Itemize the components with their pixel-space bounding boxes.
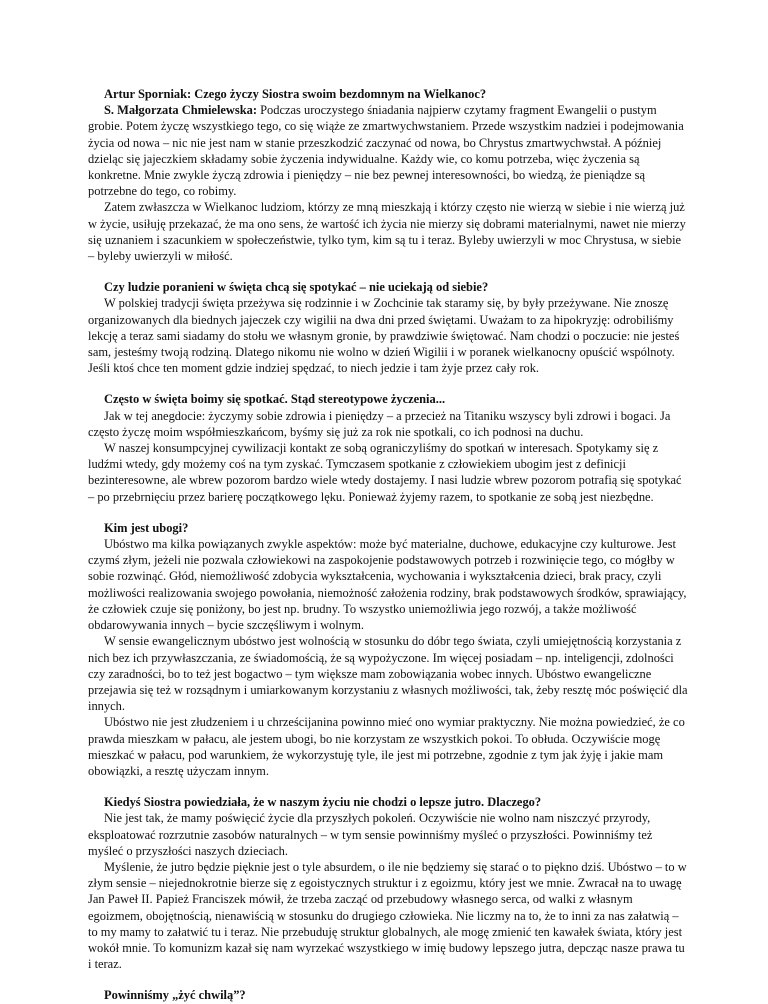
question-paragraph — [88, 794, 688, 810]
answer-paragraph — [88, 536, 688, 633]
body-text: Ubóstwo ma kilka powiązanych zwykle aspektów: może być materialne, duchowe, edukacyjne czy kulturowe. Jest czymś złym, jeżeli nie pozwala człowiekowi na zaspokojenie podstawowych potrzeb i rozwinięcie tego, co mógłby w sobie rozwinąć. Głód, niemożliwość zdobycia wykształcenia, wychowania i wykształcenia dzieci, brak pracy, czyli możliwości realizowania swojego powołania, niemożność założenia rodziny, brak podstawowych środków, sprawiający, że człowiek czuje się poniżony, bo jest np. brudny. To wszystko uniemożliwia jego rozwój, a także możliwość obdarowywania innych – bycie szczęśliwym i wolnym. — [88, 537, 687, 633]
interview-section — [88, 86, 688, 264]
body-text: Myślenie, że jutro będzie pięknie jest o tyle absurdem, o ile nie będziemy się starać o to piękno dziś. Ubóstwo – to w złym sensie – niejednokrotnie bierze się z egoistycznych struktur i z egoizmu, który jest we mnie. Zwracał na to uwagę Jan Paweł II. Papież Franciszek mówił, że trzeba zacząć od przebudowy własnego serca, od walki z własnym egoizmem, obojętnością, nienawiścią w stosunku do drugiego człowieka. Nie liczmy na to, że to inni za nas załatwią – to my mamy to załatwić tu i teraz. Nie przebuduję struktur globalnych, ale mogę zmienić ten kawałek świata, który jest wokół mnie. To komunizm kazał się nam wyrzekać wszystkiego w imię budowy lepszego jutra, depcząc nasze prawa tu i teraz. — [88, 859, 687, 972]
body-text: Nie jest tak, że mamy poświęcić życie dla przyszłych pokoleń. Oczywiście nie wolno nam niszczyć przyrody, eksploatować rozrzutnie zasobów naturalnych – w tym sensie powinniśmy myśleć o przyszłości. Powinniśmy też myśleć o przyszłości naszych dzieciach. — [88, 811, 653, 858]
answer-paragraph — [88, 102, 688, 199]
question-text: Kiedyś Siostra powiedziała, że w naszym życiu nie chodzi o lepsze jutro. Dlaczego? — [104, 795, 542, 810]
answer-paragraph — [88, 440, 688, 505]
interview-section — [88, 987, 688, 1003]
question-paragraph — [88, 520, 688, 536]
body-text: W naszej konsumpcyjnej cywilizacji kontakt ze sobą ograniczyliśmy do spotkań w interesach. Spotykamy się z ludźmi wtedy, gdy możemy coś na tym zyskać. Tymczasem spotkanie z człowiekiem ubogim jest z definicji bezinteresowne, ale wbrew pozorom bardzo wiele wtedy dostajemy. I nasi ludzie wbrew pozorom potrafią się spotykać – po przebrnięciu przez barierę początkowego lęku. Ponieważ żyjemy razem, to spotkanie ze sobą jest niezbędne. — [88, 441, 682, 504]
question-paragraph — [88, 279, 688, 295]
interview-section — [88, 520, 688, 779]
question-text: Kim jest ubogi? — [104, 520, 189, 535]
answer-paragraph — [88, 810, 688, 859]
interview-section — [88, 391, 688, 504]
answer-paragraph — [88, 859, 688, 972]
answer-paragraph — [88, 295, 688, 376]
question-paragraph — [88, 391, 688, 407]
body-text: Zatem zwłaszcza w Wielkanoc ludziom, którzy ze mną mieszkają i którzy często nie wierzą w siebie i nie wierzą już w życie, usiłuję przekazać, że ma ono sens, że wartość ich życia nie mierzy się dobrami materialnymi, nawet nie mierzy się uznaniem i szacunkiem w społeczeństwie, tylko tym, kim są tu i teraz. Byleby uwierzyli w moc Chrystusa, w siebie – byleby uwierzyli w miłość. — [88, 200, 686, 264]
body-text: Jak w tej anegdocie: życzymy sobie zdrowia i pieniędzy – a przecież na Titaniku wszyscy byli zdrowi i bogaci. Ja często życzę moim współmieszkańcom, byśmy się już za rok nie spotkali, co ich podnosi na duchu. — [88, 408, 671, 439]
question-paragraph — [88, 86, 688, 102]
answer-paragraph — [88, 408, 688, 440]
interview-section — [88, 279, 688, 376]
body-text: W sensie ewangelicznym ubóstwo jest wolnością w stosunku do dóbr tego świata, czyli umiejętnością korzystania z nich bez ich przywłaszczania, ze świadomością, że są wypożyczone. Im więcej posiadam – np. inteligencji, zdolności czy zaradności, bo to też jest bogactwo – tym większe mam zobowiązania wobec innych. Ubóstwo ewangeliczne przejawia się też w rozsądnym i umiarkowanym korzystaniu z własnych możliwości, tak, żeby resztę móc poświęcić dla innych. — [88, 634, 688, 714]
interview-section — [88, 794, 688, 972]
answer-paragraph — [88, 714, 688, 779]
answer-paragraph — [88, 633, 688, 714]
body-text: Ubóstwo nie jest złudzeniem i u chrześcijanina powinno mieć ono wymiar praktyczny. Nie można powiedzieć, że co prawda mieszkam w pałacu, ale jestem ubogi, bo nie korzystam ze wszystkich pokoi. To obłuda. Oczywiście mogę mieszkać w pałacu, pod warunkiem, że wykorzystuję tyle, ile jest mi potrzebne, zgodnie z tym jak żyję i jakie mam obowiązki, a resztę użyczam innym. — [88, 715, 685, 778]
body-text: Podczas uroczystego śniadania najpierw czytamy fragment Ewangelii o pustym grobie. Potem życzę wszystkiego tego, co się wiąże ze zmartwychwstaniem. Przede wszystkim nadziei i podejmowania życia od nowa – nic nie jest nam w stanie przeszkodzić zaczynać od nowa, bo Chrystus zmartwychwstał. A później dzieląc się jajeczkiem składamy sobie życzenia indywidualne. Każdy wie, co komu potrzeba, więc życzenia są konkretne. Mnie zwykle życzą zdrowia i pieniędzy – nie bez pewnej interesowności, bo wiedzą, że pieniądze są potrzebne do tego, co robimy. — [88, 103, 684, 199]
question-text: Czy ludzie poranieni w święta chcą się spotykać – nie uciekają od siebie? — [104, 280, 489, 295]
answer-paragraph — [88, 199, 688, 264]
question-text: Powinniśmy „żyć chwilą”? — [104, 988, 246, 1003]
speaker-name: S. Małgorzata Chmielewska: — [104, 103, 258, 118]
question-text: Często w święta boimy się spotkać. Stąd stereotypowe życzenia... — [104, 392, 446, 407]
question-text: Artur Sporniak: Czego życzy Siostra swoim bezdomnym na Wielkanoc? — [104, 87, 487, 101]
body-text: W polskiej tradycji święta przeżywa się rodzinnie i w Zochcinie tak staramy się, by były przeżywane. Nie znoszę organizowanych dla biednych jajeczek czy wigilii na dwa dni przed świętami. Uważam to za hipokryzję: odrobiliśmy lekcję a teraz sami siadamy do stołu we własnym gronie, by prawdziwie świętować. Nam chodzi o poczucie: nie jesteś sam, jesteśmy twoją rodziną. Dlatego nikomu nie wolno w dzień Wigilii i w poranek wielkanocny opuścić wspólnoty. Jeśli ktoś chce ten moment gdzie indziej spędzać, to niech jedzie i tam żyje przez cały rok. — [88, 296, 680, 376]
question-paragraph — [88, 987, 688, 1003]
